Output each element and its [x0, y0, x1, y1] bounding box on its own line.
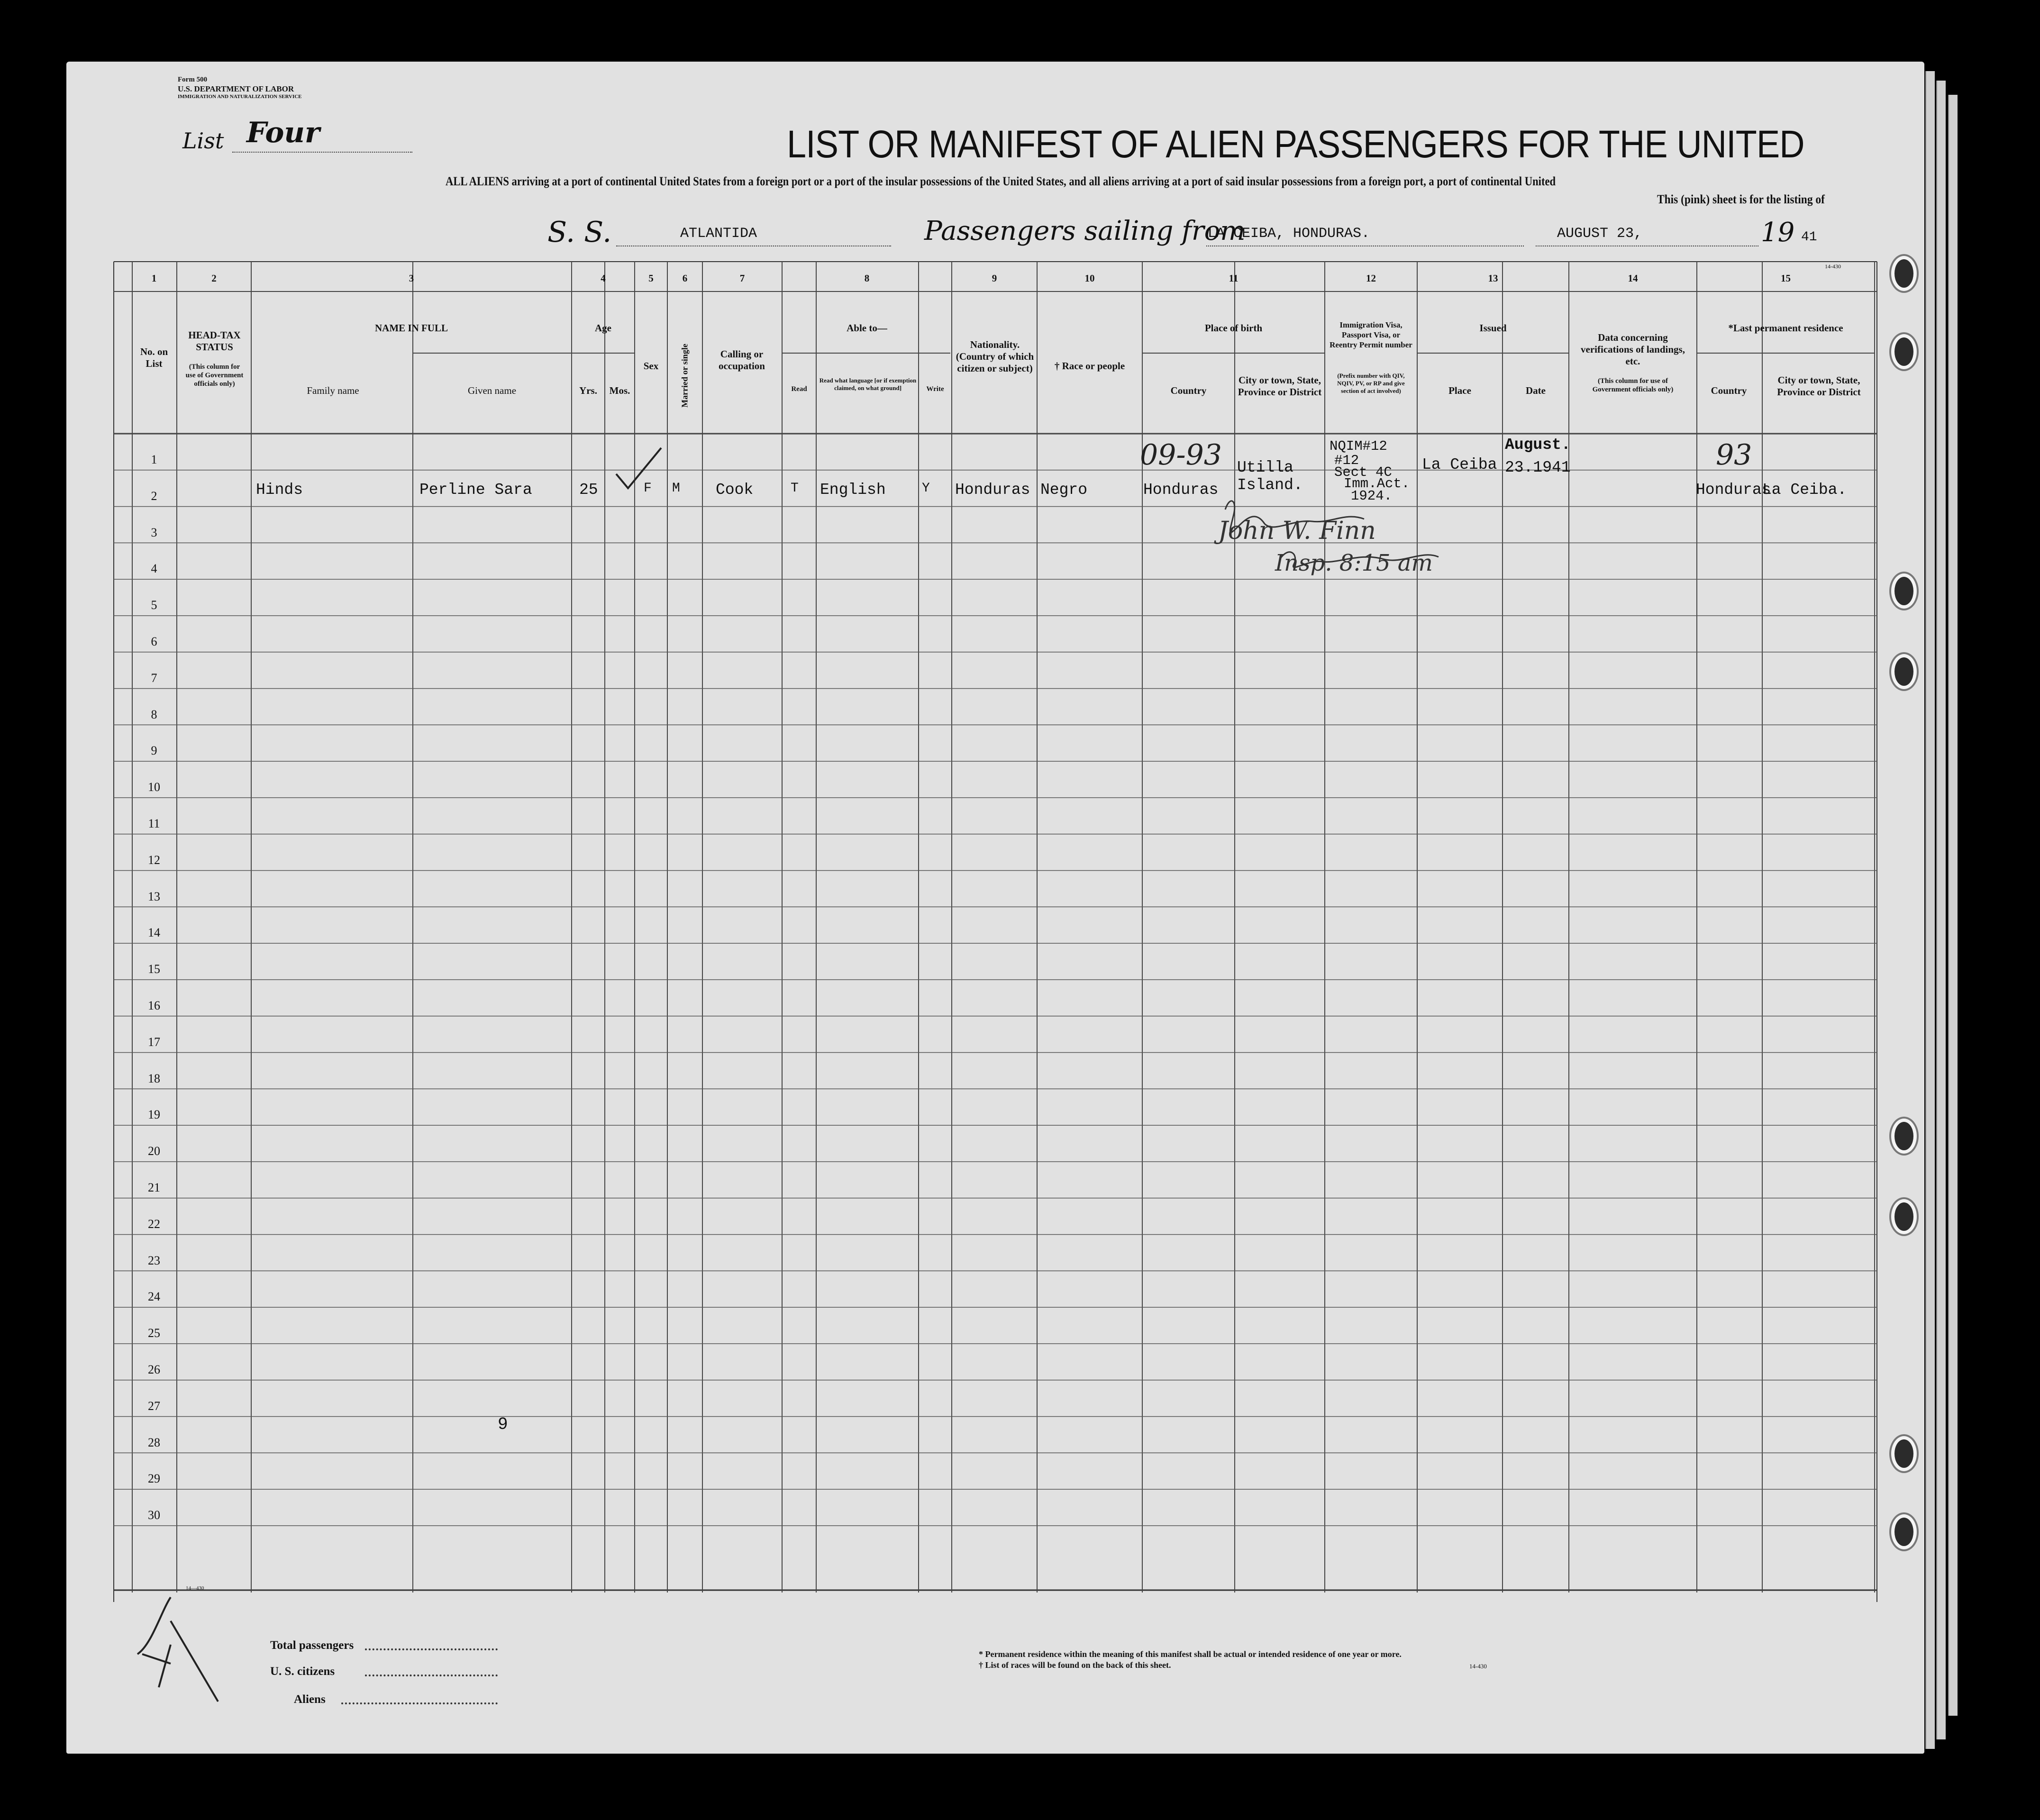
language-cell: English: [820, 481, 886, 499]
aliens-dots: [341, 1702, 498, 1704]
year-prefix: 19: [1761, 217, 1795, 248]
citizens-label: U. S. citizens: [270, 1665, 335, 1678]
heading-res-city: City or town, State, Province or District: [1777, 374, 1861, 398]
row-number: 12: [148, 853, 160, 867]
residence-country-cell: Honduras: [1696, 481, 1771, 499]
write-cell: Y: [922, 481, 930, 496]
given-name-cell: Perline Sara: [419, 481, 532, 499]
heading-issued: Issued: [1479, 322, 1507, 334]
heading-given-name: Given name: [467, 385, 517, 396]
total-dots: [365, 1648, 498, 1650]
birth-city-line-1: Utilla: [1237, 459, 1293, 476]
manifest-title: LIST OR MANIFEST OF ALIEN PASSENGERS FOR THE UNITED: [787, 123, 1804, 166]
row-number: 22: [148, 1217, 160, 1231]
heading-nationality: Nationality. (Country of which citizen or subject): [956, 339, 1034, 374]
heading-married: Married or single: [680, 344, 690, 408]
corner-code: 14-430: [1825, 263, 1841, 270]
heading-head-tax-note: (This column for use of Government officials only): [185, 363, 244, 388]
issued-place-cell: La Ceiba: [1422, 456, 1497, 473]
sex-cell: F: [644, 481, 652, 496]
colnum-11: 11: [1229, 273, 1239, 284]
heading-head-tax: HEAD-TAX STATUS: [188, 329, 241, 353]
row-number: 13: [148, 889, 160, 903]
colnum-1: 1: [151, 273, 157, 284]
residence-city-cell: La Ceiba.: [1762, 481, 1847, 499]
heading-name-in-full: NAME IN FULL: [374, 322, 448, 334]
issued-date-line-2: 23.1941: [1505, 459, 1571, 476]
row-number: 24: [148, 1290, 160, 1304]
row-number: 20: [148, 1144, 160, 1158]
row-number: 16: [148, 999, 160, 1012]
instructions-line-2: This (pink) sheet is for the listing of: [1657, 192, 1825, 206]
heading-sex: Sex: [643, 360, 659, 372]
heading-data-note: (This column for use of Government officials only): [1592, 377, 1674, 393]
issued-date-line-1: August.: [1505, 436, 1571, 454]
instructions-line-1: ALL ALIENS arriving at a port of continental United States from a foreign port or a port of the insular possessions of the United States, and all aliens arriving at a port of said insular possessions from a foreign port, a port of continental United: [446, 174, 1556, 188]
heading-no-on-list: No. on List: [140, 346, 168, 369]
heading-read: Read: [791, 385, 807, 393]
row-number: 30: [148, 1508, 160, 1522]
colnum-7: 7: [739, 273, 745, 284]
heading-res-country: Country: [1711, 385, 1747, 396]
list-label: List: [182, 128, 224, 154]
row-number: 23: [148, 1253, 160, 1267]
row-number: 14: [148, 926, 160, 940]
colnum-9: 9: [992, 273, 997, 284]
service-name: IMMIGRATION AND NATURALIZATION SERVICE: [178, 94, 302, 100]
sailing-date: AUGUST 23,: [1557, 226, 1643, 242]
colnum-6: 6: [682, 273, 688, 284]
colnum-8: 8: [864, 273, 870, 284]
heading-able-to: Able to—: [847, 322, 887, 334]
handwritten-code-birth: 09-93: [1140, 438, 1222, 472]
row-number: 26: [148, 1363, 160, 1376]
colnum-3: 3: [409, 273, 414, 284]
read-cell: T: [791, 481, 799, 496]
heading-race: † Race or people: [1054, 360, 1125, 372]
row-number: 18: [148, 1071, 160, 1085]
heading-family-name: Family name: [307, 385, 359, 396]
colnum-14: 14: [1628, 273, 1638, 284]
row-number: 9: [151, 744, 157, 758]
footnote-residence: * Permanent residence within the meaning of this manifest shall be actual or intended residence of one year or more.: [979, 1649, 1402, 1659]
footnote-races: † List of races will be found on the back of this sheet.: [979, 1660, 1171, 1670]
sailing-label: Passengers sailing from: [924, 216, 1246, 246]
heading-issued-place: Place: [1448, 385, 1471, 396]
inspector-signature-line-1: John W. Finn: [1218, 517, 1376, 545]
marital-cell: M: [672, 481, 680, 496]
heading-read-language: Read what language [or if exemption claimed, on what ground]: [819, 377, 917, 391]
colnum-5: 5: [648, 273, 654, 284]
occupation-cell: Cook: [716, 481, 754, 499]
footer-code: 14-430: [1469, 1663, 1487, 1670]
small-code-bottom-left: 14—430: [186, 1585, 204, 1591]
sailing-port: LA CEIBA, HONDURAS.: [1208, 226, 1370, 242]
visa-line-3: Sect 4C: [1334, 464, 1392, 480]
list-number: Four: [246, 116, 320, 149]
visa-line-5: 1924.: [1351, 488, 1393, 504]
department-name: U.S. DEPARTMENT OF LABOR: [178, 84, 294, 93]
handwritten-code-residence: 93: [1716, 438, 1752, 472]
aliens-label: Aliens: [294, 1693, 326, 1706]
row-number: 5: [151, 598, 157, 612]
heading-data-concerning: Data concerning verifications of landings, etc.: [1581, 332, 1685, 367]
ship-name: ATLANTIDA: [680, 226, 757, 242]
row-number: 21: [148, 1181, 160, 1194]
colnum-15: 15: [1781, 273, 1791, 284]
row-number: 11: [148, 817, 160, 830]
colnum-10: 10: [1084, 273, 1095, 284]
row-number: 2: [151, 489, 157, 503]
row-number: 6: [151, 635, 157, 648]
birth-country-cell: Honduras: [1143, 481, 1219, 499]
heading-birth-city: City or town, State, Province or District: [1238, 374, 1322, 398]
heading-visa: Immigration Visa, Passport Visa, or Reentry Permit number: [1330, 320, 1412, 349]
heading-calling: Calling or occupation: [718, 348, 765, 372]
row-number: 19: [148, 1108, 160, 1122]
row-number: 17: [148, 1035, 160, 1049]
row27-mark: 9: [498, 1415, 508, 1434]
heading-mos: Mos.: [609, 385, 630, 396]
heading-age: Age: [595, 322, 611, 334]
heading-write: Write: [926, 385, 944, 393]
row-number: 8: [151, 707, 157, 721]
inspector-signature-line-2: Insp. 8:15 am: [1275, 550, 1433, 576]
row-number: 4: [151, 562, 157, 576]
race-cell: Negro: [1040, 481, 1088, 499]
heading-yrs: Yrs.: [579, 385, 597, 396]
visa-line-2: #12: [1334, 453, 1359, 468]
heading-last-residence: *Last permanent residence: [1728, 322, 1843, 334]
row-number: 27: [148, 1399, 160, 1413]
nationality-cell: Honduras: [955, 481, 1030, 499]
row-number: 10: [148, 780, 160, 794]
ss-label: S. S.: [547, 216, 612, 249]
form-number: Form 500: [178, 76, 208, 83]
colnum-2: 2: [211, 273, 217, 284]
heading-issued-date: Date: [1526, 385, 1546, 396]
row-number: 1: [151, 453, 157, 466]
heading-visa-note: (Prefix number with QIV, NQIV, PV, or RP and give section of act involved): [1337, 372, 1405, 394]
colnum-13: 13: [1488, 273, 1498, 284]
row-number: 3: [151, 525, 157, 539]
row-number: 7: [151, 671, 157, 685]
row-number: 28: [148, 1435, 160, 1449]
birth-city-line-2: Island.: [1237, 476, 1303, 494]
citizens-dots: [365, 1674, 498, 1676]
colnum-12: 12: [1366, 273, 1376, 284]
visa-line-4: Imm.Act.: [1344, 476, 1410, 491]
row-number: 29: [148, 1472, 160, 1486]
heading-place-of-birth: Place of birth: [1204, 322, 1263, 334]
row-number: 25: [148, 1326, 160, 1340]
family-name-cell: Hinds: [256, 481, 303, 499]
colnum-4: 4: [601, 273, 606, 284]
row-number: 15: [148, 962, 160, 976]
age-cell: 25: [579, 481, 598, 499]
visa-line-1: NQIM#12: [1330, 438, 1387, 454]
total-passengers-label: Total passengers: [270, 1639, 354, 1652]
year-suffix: 41: [1801, 230, 1817, 245]
heading-birth-country: Country: [1170, 385, 1207, 396]
